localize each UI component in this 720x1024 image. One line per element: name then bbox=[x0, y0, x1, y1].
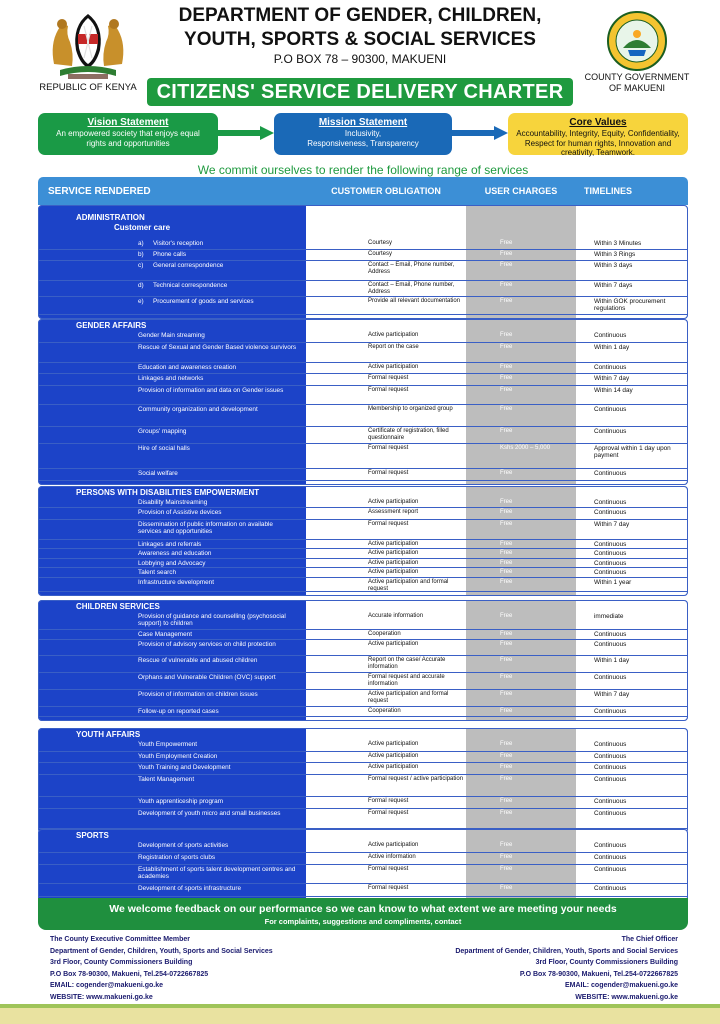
makueni-county-emblem-icon bbox=[606, 10, 668, 72]
row-letter: c) bbox=[138, 262, 144, 269]
department-title bbox=[150, 4, 570, 52]
obligation-cell: Formal request bbox=[368, 866, 409, 872]
user-charge-cell: Free bbox=[500, 613, 513, 619]
user-charge-cell: Free bbox=[500, 674, 513, 680]
timeline-cell: Continuous bbox=[594, 842, 627, 849]
timeline-cell: Continuous bbox=[594, 798, 627, 805]
contact-right-line: 3rd Floor, County Commissioners Building bbox=[535, 959, 678, 966]
user-charge-cell: Free bbox=[500, 298, 513, 304]
service-cell: Disability Mainstreaming bbox=[138, 499, 208, 506]
obligation-cell: Formal request bbox=[368, 810, 409, 816]
service-cell: Talent Management bbox=[138, 776, 195, 783]
user-charge-cell: Free bbox=[500, 428, 513, 434]
table-section bbox=[38, 728, 688, 833]
timeline-cell: Continuous bbox=[594, 708, 627, 715]
user-charge-cell: Free bbox=[500, 798, 513, 804]
row-letter: b) bbox=[138, 251, 144, 258]
timeline-cell: Continuous bbox=[594, 470, 627, 477]
service-cell: Hire of social halls bbox=[138, 445, 190, 452]
obligation-cell: Formal request bbox=[368, 387, 409, 393]
user-charge-cell: Free bbox=[500, 240, 513, 246]
obligation-cell: Active participation bbox=[368, 550, 419, 556]
user-charge-cell: Free bbox=[500, 406, 513, 412]
table-row bbox=[38, 752, 688, 763]
timeline-cell: Approval within 1 day upon payment bbox=[594, 445, 671, 460]
row-divider bbox=[38, 716, 688, 717]
county-government-label-line1: COUNTY GOVERNMENT bbox=[584, 72, 690, 82]
obligation-cell: Active participation bbox=[368, 842, 419, 848]
timeline-cell: Continuous bbox=[594, 885, 627, 892]
service-cell: Phone calls bbox=[153, 251, 187, 258]
timeline-cell: Continuous bbox=[594, 541, 627, 548]
mission-statement-line1: Inclusivity, bbox=[344, 129, 382, 138]
table-row bbox=[38, 612, 688, 630]
service-cell: Youth Empowerment bbox=[138, 741, 198, 748]
user-charge-cell: Free bbox=[500, 579, 513, 585]
section-title: YOUTH AFFAIRS bbox=[76, 730, 141, 739]
service-cell: Gender Main streaming bbox=[138, 332, 205, 339]
table-row bbox=[38, 797, 688, 809]
service-cell: Awareness and education bbox=[138, 550, 212, 557]
timeline-cell: Continuous bbox=[594, 776, 627, 783]
table-section bbox=[38, 486, 688, 596]
table-row bbox=[38, 775, 688, 797]
obligation-cell: Cooperation bbox=[368, 631, 401, 637]
contact-left-email[interactable]: EMAIL: cogender@makueni.go.ke bbox=[50, 982, 164, 989]
mission-statement-line2: Responsiveness, Transparency bbox=[307, 138, 419, 148]
column-header-user-charges: USER CHARGES bbox=[484, 186, 558, 196]
obligation-cell: Active participation bbox=[368, 499, 419, 505]
row-divider bbox=[38, 591, 688, 592]
contact-right-line: Department of Gender, Children, Youth, Sports and Social Services bbox=[455, 947, 678, 955]
timeline-cell: Within 3 Rings bbox=[594, 251, 636, 258]
timeline-cell: Within 1 day bbox=[594, 344, 630, 351]
user-charge-cell: Free bbox=[500, 753, 513, 759]
timeline-cell: Continuous bbox=[594, 741, 627, 748]
timeline-cell: Continuous bbox=[594, 550, 627, 557]
vision-statement-box bbox=[38, 113, 218, 155]
mission-statement-box bbox=[274, 113, 452, 155]
table-section bbox=[38, 319, 688, 485]
contact-right-line: The Chief Officer bbox=[621, 936, 678, 943]
timeline-cell: Continuous bbox=[594, 332, 627, 339]
service-cell: Rescue of vulnerable and abused children bbox=[138, 657, 258, 664]
obligation-cell: Formal request bbox=[368, 798, 409, 804]
obligation-cell: Formal request and accurate information bbox=[368, 674, 445, 688]
timeline-cell: Within 7 day bbox=[594, 691, 630, 698]
column-header-timelines: TIMELINES bbox=[584, 186, 633, 196]
department-title-line1: DEPARTMENT OF GENDER, CHILDREN, bbox=[178, 5, 542, 26]
user-charge-cell: Free bbox=[500, 282, 513, 288]
service-cell: Case Management bbox=[138, 631, 192, 638]
contact-left-line: Department of Gender, Children, Youth, Sports and Social Services bbox=[50, 947, 273, 955]
service-cell: Establishment of sports talent development centres and academies bbox=[138, 866, 296, 881]
core-values-box bbox=[508, 113, 688, 155]
timeline-cell: Continuous bbox=[594, 641, 627, 648]
table-section bbox=[38, 829, 688, 901]
footer-bar bbox=[0, 1008, 720, 1024]
timeline-cell: Continuous bbox=[594, 569, 627, 576]
user-charge-cell: Free bbox=[500, 550, 513, 556]
service-cell: Provision of guidance and counselling (psychosocial support) to children bbox=[138, 613, 286, 628]
column-header-service: SERVICE RENDERED bbox=[48, 185, 151, 197]
service-cell: Provision of information on children issues bbox=[138, 691, 258, 698]
service-cell: Development of sports activities bbox=[138, 842, 229, 849]
core-values-title: Core Values bbox=[569, 117, 627, 128]
user-charge-cell: Free bbox=[500, 344, 513, 350]
user-charge-cell: Free bbox=[500, 854, 513, 860]
table-row bbox=[38, 559, 688, 568]
feedback-banner bbox=[38, 898, 688, 930]
table-row bbox=[38, 281, 688, 297]
obligation-cell: Active participation bbox=[368, 364, 419, 370]
user-charge-cell: Kshs 2000 – 5,000 bbox=[500, 445, 551, 451]
service-cell: Development of youth micro and small businesses bbox=[138, 810, 281, 817]
obligation-cell: Formal request / active participation bbox=[368, 776, 464, 782]
service-cell: Orphans and Vulnerable Children (OVC) support bbox=[138, 674, 276, 681]
service-cell: Youth Training and Development bbox=[138, 764, 231, 771]
service-cell: Youth Employment Creation bbox=[138, 753, 218, 760]
user-charge-cell: Free bbox=[500, 560, 513, 566]
service-cell: Follow-up on reported cases bbox=[138, 708, 219, 715]
table-row bbox=[38, 540, 688, 549]
service-cell: Provision of advisory services on child protection bbox=[138, 641, 276, 648]
table-row bbox=[38, 853, 688, 865]
obligation-cell: Formal request bbox=[368, 470, 409, 476]
subsection-title: Customer care bbox=[114, 223, 171, 232]
user-charge-cell: Free bbox=[500, 387, 513, 393]
user-charge-cell: Free bbox=[500, 521, 513, 527]
timeline-cell: Continuous bbox=[594, 764, 627, 771]
service-cell: Visitor's reception bbox=[153, 240, 204, 247]
user-charge-cell: Free bbox=[500, 708, 513, 714]
timeline-cell: Within GOK procurement regulations bbox=[594, 298, 666, 313]
services-table bbox=[38, 205, 688, 897]
obligation-cell: Active participation bbox=[368, 764, 419, 770]
obligation-cell: Courtesy bbox=[368, 240, 393, 246]
timeline-cell: Continuous bbox=[594, 866, 627, 873]
republic-of-kenya-label: REPUBLIC OF KENYA bbox=[39, 82, 137, 93]
timeline-cell: Continuous bbox=[594, 499, 627, 506]
timeline-cell: Within 14 day bbox=[594, 387, 633, 394]
user-charge-cell: Free bbox=[500, 631, 513, 637]
service-cell: Procurement of goods and services bbox=[153, 298, 254, 305]
table-row bbox=[38, 444, 688, 469]
service-cell: Development of sports infrastructure bbox=[138, 885, 242, 892]
section-title: SPORTS bbox=[76, 831, 109, 840]
obligation-cell: Active information bbox=[368, 854, 416, 860]
table-row bbox=[38, 343, 688, 363]
timeline-cell: Continuous bbox=[594, 810, 627, 817]
obligation-cell: Membership to organized group bbox=[368, 406, 453, 412]
timeline-cell: Continuous bbox=[594, 753, 627, 760]
table-row bbox=[38, 884, 688, 897]
timeline-cell: immediate bbox=[594, 613, 624, 620]
service-cell: Education and awareness creation bbox=[138, 364, 237, 371]
service-cell: Social welfare bbox=[138, 470, 178, 477]
table-row bbox=[38, 763, 688, 775]
obligation-cell: Accurate information bbox=[368, 613, 424, 619]
timeline-cell: Within 3 Minutes bbox=[594, 240, 642, 247]
arrow-right-icon bbox=[452, 126, 508, 140]
table-row bbox=[38, 374, 688, 386]
user-charge-cell: Free bbox=[500, 776, 513, 782]
user-charge-cell: Free bbox=[500, 641, 513, 647]
vision-statement-title: Vision Statement bbox=[87, 117, 169, 128]
service-cell: Lobbying and Advocacy bbox=[138, 560, 206, 567]
table-section bbox=[38, 600, 688, 721]
contact-right-line: P.O Box 78-90300, Makueni, Tel.254-0722667825 bbox=[519, 970, 678, 978]
section-title: PERSONS WITH DISABILITIES EMPOWERMENT bbox=[76, 488, 260, 497]
user-charge-cell: Free bbox=[500, 375, 513, 381]
service-cell: Linkages and referrals bbox=[138, 541, 202, 548]
user-charge-cell: Free bbox=[500, 509, 513, 515]
table-row bbox=[38, 865, 688, 884]
table-row bbox=[38, 740, 688, 752]
service-cell: General correspondence bbox=[153, 262, 224, 269]
user-charge-cell: Free bbox=[500, 810, 513, 816]
obligation-cell: Formal request bbox=[368, 885, 409, 891]
commitment-statement: We commit ourselves to render the following range of services bbox=[197, 163, 529, 177]
table-row bbox=[38, 673, 688, 690]
service-cell: Provision of information and data on Gender issues bbox=[138, 387, 284, 394]
county-government-label-line2: OF MAKUENI bbox=[608, 83, 665, 93]
obligation-cell: Active participation and formal request bbox=[368, 579, 449, 593]
obligation-cell: Active participation bbox=[368, 560, 419, 566]
contact-left-website[interactable]: WEBSITE: www.makueni.go.ke bbox=[50, 993, 153, 1001]
service-cell: Technical correspondence bbox=[153, 282, 228, 289]
obligation-cell: Formal request bbox=[368, 521, 409, 527]
column-header-obligation: CUSTOMER OBLIGATION bbox=[331, 186, 441, 196]
obligation-cell: Active participation and formal request bbox=[368, 691, 449, 705]
obligation-cell: Contact – Email, Phone number, Address bbox=[368, 262, 455, 276]
user-charge-cell: Free bbox=[500, 332, 513, 338]
obligation-cell: Report on the case/ Accurate information bbox=[368, 657, 446, 671]
service-cell: Youth apprenticeship program bbox=[138, 798, 224, 805]
arrow-right-icon bbox=[218, 126, 274, 140]
department-title-line2: YOUTH, SPORTS & SOCIAL SERVICES bbox=[184, 29, 536, 50]
timeline-cell: Continuous bbox=[594, 509, 627, 516]
user-charge-cell: Free bbox=[500, 866, 513, 872]
user-charge-cell: Free bbox=[500, 364, 513, 370]
county-government-label bbox=[580, 72, 694, 94]
row-divider bbox=[38, 314, 688, 315]
table-row bbox=[38, 386, 688, 405]
table-row bbox=[38, 427, 688, 444]
table-row bbox=[38, 578, 688, 592]
row-divider bbox=[38, 896, 688, 897]
table-row bbox=[38, 841, 688, 853]
obligation-cell: Report on the case bbox=[368, 344, 419, 350]
contact-chief-officer bbox=[380, 934, 678, 1003]
service-cell: Dissemination of public information on available services and opportunities bbox=[138, 521, 273, 536]
contact-left-line: The County Executive Committee Member bbox=[50, 936, 191, 943]
timeline-cell: Continuous bbox=[594, 674, 627, 681]
service-cell: Registration of sports clubs bbox=[138, 854, 216, 861]
contact-right-email[interactable]: EMAIL: cogender@makueni.go.ke bbox=[564, 982, 678, 989]
table-row bbox=[38, 250, 688, 261]
timeline-cell: Within 7 day bbox=[594, 521, 630, 528]
table-row bbox=[38, 520, 688, 540]
obligation-cell: Courtesy bbox=[368, 251, 393, 257]
contact-left-line: P.O Box 78-90300, Makueni, Tel.254-0722667825 bbox=[50, 970, 209, 978]
service-cell: Provision of Assistive devices bbox=[138, 509, 222, 516]
vision-statement-text: An empowered society that enjoys equal rights and opportunities bbox=[56, 129, 200, 148]
charter-title-banner: CITIZENS' SERVICE DELIVERY CHARTER bbox=[147, 78, 573, 106]
timeline-cell: Continuous bbox=[594, 560, 627, 567]
timeline-cell: Continuous bbox=[594, 631, 627, 638]
service-cell: Community organization and development bbox=[138, 406, 258, 413]
table-row bbox=[38, 297, 688, 315]
section-title: ADMINISTRATION bbox=[76, 213, 145, 222]
table-header bbox=[38, 177, 688, 205]
obligation-cell: Assessment report bbox=[368, 509, 419, 515]
obligation-cell: Active participation bbox=[368, 541, 419, 547]
user-charge-cell: Free bbox=[500, 569, 513, 575]
user-charge-cell: Free bbox=[500, 842, 513, 848]
table-row bbox=[38, 508, 688, 520]
table-row bbox=[38, 239, 688, 250]
contact-right-website[interactable]: WEBSITE: www.makueni.go.ke bbox=[575, 993, 678, 1001]
timeline-cell: Continuous bbox=[594, 854, 627, 861]
table-row bbox=[38, 261, 688, 281]
obligation-cell: Formal request bbox=[368, 445, 409, 451]
row-letter: d) bbox=[138, 282, 144, 289]
table-row bbox=[38, 707, 688, 717]
table-row bbox=[38, 568, 688, 578]
table-row bbox=[38, 363, 688, 374]
user-charge-cell: Free bbox=[500, 764, 513, 770]
row-divider bbox=[38, 480, 688, 481]
table-section bbox=[38, 205, 688, 319]
user-charge-cell: Free bbox=[500, 499, 513, 505]
table-row bbox=[38, 690, 688, 707]
timeline-cell: Continuous bbox=[594, 428, 627, 435]
obligation-cell: Active participation bbox=[368, 641, 419, 647]
obligation-cell: Active participation bbox=[368, 569, 419, 575]
table-row bbox=[38, 630, 688, 640]
section-title: CHILDREN SERVICES bbox=[76, 602, 160, 611]
timeline-cell: Within 7 days bbox=[594, 282, 633, 289]
row-letter: a) bbox=[138, 240, 144, 247]
table-row bbox=[38, 498, 688, 508]
service-cell: Infrastructure development bbox=[138, 579, 215, 586]
obligation-cell: Certificate of registration, filled questionnaire bbox=[368, 428, 449, 442]
table-row bbox=[38, 549, 688, 559]
table-row bbox=[38, 656, 688, 673]
kenya-coat-of-arms-icon bbox=[44, 4, 132, 80]
user-charge-cell: Free bbox=[500, 262, 513, 268]
service-cell: Groups' mapping bbox=[138, 428, 187, 435]
user-charge-cell: Free bbox=[500, 541, 513, 547]
service-cell: Talent search bbox=[138, 569, 177, 576]
table-row bbox=[38, 405, 688, 427]
mission-statement-title: Mission Statement bbox=[318, 117, 408, 128]
obligation-cell: Active participation bbox=[368, 332, 419, 338]
service-cell: Rescue of Sexual and Gender Based violence survivors bbox=[138, 344, 297, 351]
table-row bbox=[38, 331, 688, 343]
obligation-cell: Active participation bbox=[368, 741, 419, 747]
timeline-cell: Within 7 day bbox=[594, 375, 630, 382]
timeline-cell: Continuous bbox=[594, 406, 627, 413]
obligation-cell: Contact – Email, Phone number, Address bbox=[368, 282, 455, 296]
table-row bbox=[38, 640, 688, 656]
user-charge-cell: Free bbox=[500, 251, 513, 257]
user-charge-cell: Free bbox=[500, 741, 513, 747]
user-charge-cell: Free bbox=[500, 885, 513, 891]
obligation-cell: Active participation bbox=[368, 753, 419, 759]
timeline-cell: Within 1 day bbox=[594, 657, 630, 664]
table-row bbox=[38, 809, 688, 829]
obligation-cell: Cooperation bbox=[368, 708, 401, 714]
user-charge-cell: Free bbox=[500, 470, 513, 476]
row-letter: e) bbox=[138, 298, 144, 305]
obligation-cell: Formal request bbox=[368, 375, 409, 381]
feedback-line2: For complaints, suggestions and compliments, contact bbox=[264, 917, 462, 926]
department-address: P.O BOX 78 – 90300, MAKUENI bbox=[273, 52, 447, 66]
timeline-cell: Within 1 year bbox=[594, 579, 632, 586]
user-charge-cell: Free bbox=[500, 657, 513, 663]
contact-cec-member bbox=[50, 934, 350, 1003]
timeline-cell: Within 3 days bbox=[594, 262, 633, 269]
contact-left-line: 3rd Floor, County Commissioners Building bbox=[50, 959, 193, 966]
obligation-cell: Provide all relevant documentation bbox=[368, 298, 461, 304]
table-row bbox=[38, 469, 688, 481]
core-values-text: Accountability, Integrity, Equity, Confidentiality, Respect for human rights, Innovation and creativity, Teamwork. bbox=[516, 129, 680, 157]
user-charge-cell: Free bbox=[500, 691, 513, 697]
timeline-cell: Continuous bbox=[594, 364, 627, 371]
service-cell: Linkages and networks bbox=[138, 375, 204, 382]
feedback-line1: We welcome feedback on our performance so we can know to what extent we are meeting your needs bbox=[109, 903, 617, 915]
section-title: GENDER AFFAIRS bbox=[76, 321, 147, 330]
